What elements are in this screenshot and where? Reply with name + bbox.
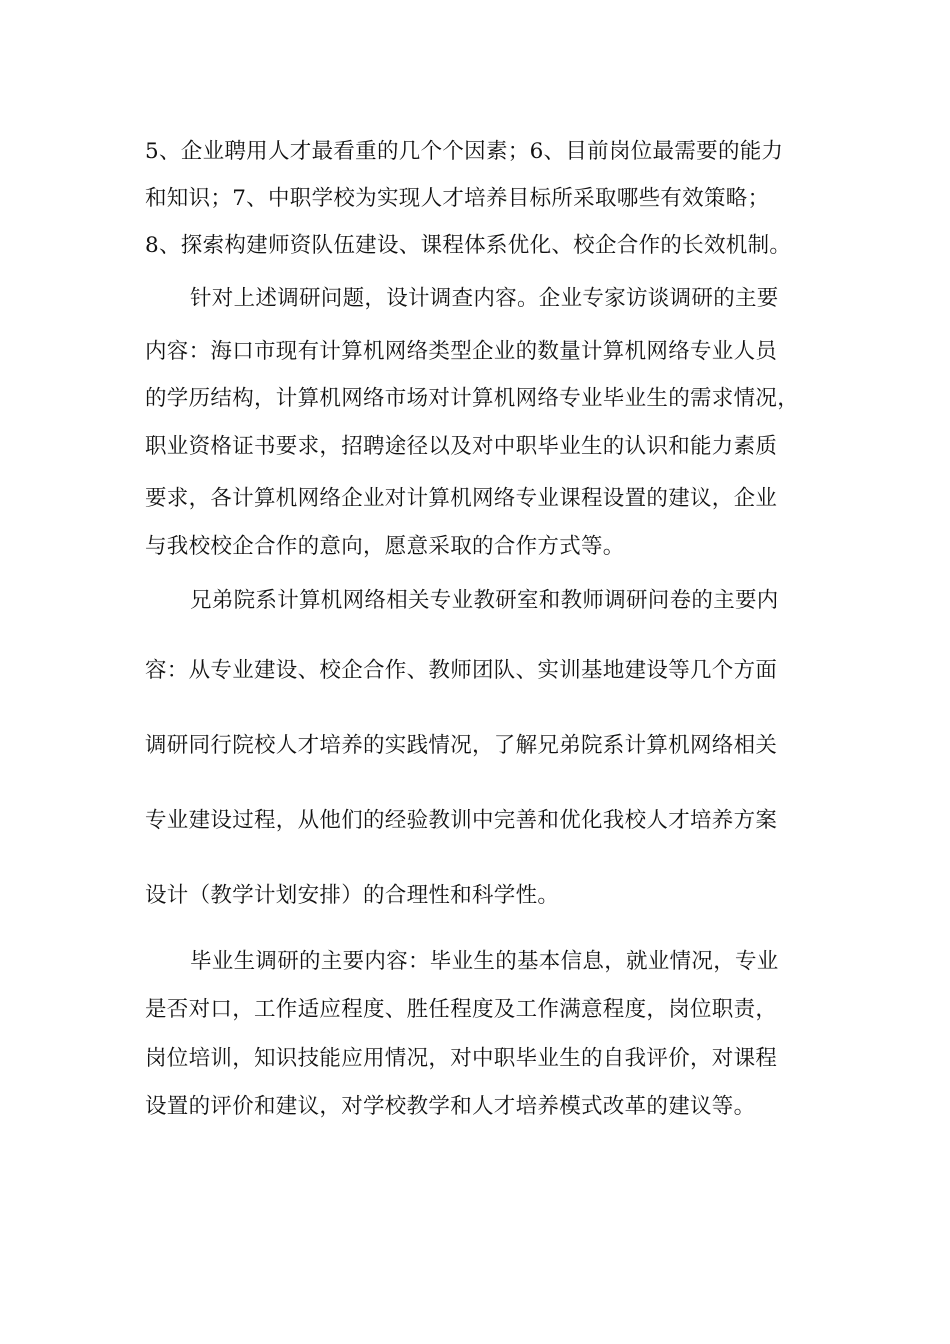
text-line: 是否对口，工作适应程度、胜任程度及工作满意程度，岗位职责， [145, 997, 778, 1022]
text-line: 5、企业聘用人才最看重的几个个因素；6、目前岗位最需要的能力 [145, 139, 784, 164]
text-line: 要求，各计算机网络企业对计算机网络专业课程设置的建议，企业 [145, 486, 778, 511]
text-line: 毕业生调研的主要内容：毕业生的基本信息，就业情况，专业 [190, 949, 779, 974]
text-line: 针对上述调研问题，设计调查内容。企业专家访谈调研的主要 [190, 286, 779, 311]
text-line: 的学历结构，计算机网络市场对计算机网络专业毕业生的需求情况， [145, 386, 800, 411]
text-line: 与我校校企合作的意向，愿意采取的合作方式等。 [145, 534, 625, 559]
text-line: 8、探索构建师资队伍建设、课程体系优化、校企合作的长效机制。 [145, 233, 792, 258]
text-line: 和知识；7、中职学校为实现人才培养目标所采取哪些有效策略； [145, 186, 770, 211]
text-line: 调研同行院校人才培养的实践情况，了解兄弟院系计算机网络相关 [145, 733, 778, 758]
text-line: 内容：海口市现有计算机网络类型企业的数量计算机网络专业人员 [145, 339, 778, 364]
text-line: 设置的评价和建议，对学校教学和人才培养模式改革的建议等。 [145, 1094, 756, 1119]
text-line: 岗位培训，知识技能应用情况，对中职毕业生的自我评价，对课程 [145, 1046, 778, 1071]
text-line: 职业资格证书要求，招聘途径以及对中职毕业生的认识和能力素质 [145, 434, 778, 459]
text-line: 专业建设过程，从他们的经验教训中完善和优化我校人才培养方案 [145, 808, 778, 833]
text-line: 容：从专业建设、校企合作、教师团队、实训基地建设等几个方面 [145, 658, 778, 683]
text-line: 兄弟院系计算机网络相关专业教研室和教师调研问卷的主要内 [190, 588, 779, 613]
text-line: 设计（教学计划安排）的合理性和科学性。 [145, 883, 560, 908]
